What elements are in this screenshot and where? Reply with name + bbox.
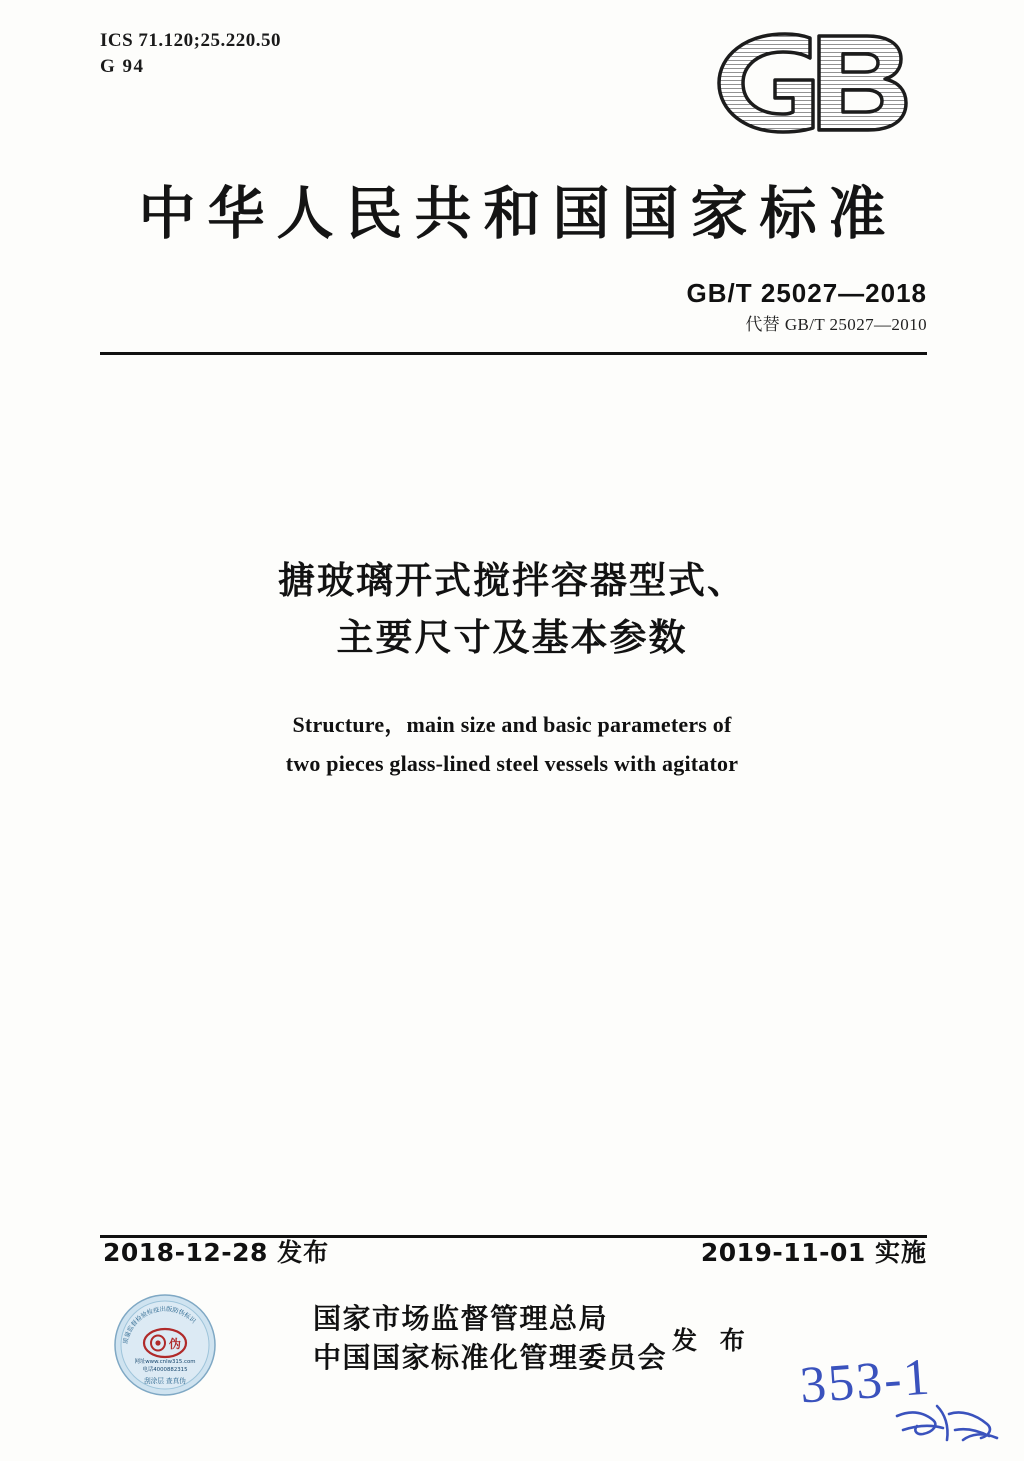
svg-text:伪: 伪 bbox=[169, 1337, 182, 1351]
publisher-line-2: 中国国家标准化管理委员会 bbox=[313, 1340, 668, 1374]
document-title-line-2: 主要尺寸及基本参数 bbox=[336, 616, 688, 660]
anti-counterfeit-seal-icon bbox=[113, 1293, 217, 1397]
ics-line-2: G 94 bbox=[100, 55, 145, 77]
svg-text:电话4000882315: 电话4000882315 bbox=[142, 1367, 188, 1373]
publisher-block bbox=[313, 1300, 667, 1377]
svg-text:质量监督检验检疫出版防伪标识: 质量监督检验检疫出版防伪标识 bbox=[122, 1305, 197, 1345]
national-standard-title: 中华人民共和国国家标准 bbox=[138, 181, 898, 247]
ics-classification-block bbox=[100, 28, 281, 79]
effective-date: 2019-11-01 bbox=[700, 1238, 866, 1267]
ics-line-1: ICS 71.120;25.220.50 bbox=[100, 30, 282, 51]
handwritten-number-annotation: 353-1 bbox=[798, 1348, 934, 1415]
publisher-line-1: 国家市场监督管理总局 bbox=[313, 1302, 609, 1335]
svg-text:刮涂层 查真伪: 刮涂层 查真伪 bbox=[144, 1377, 186, 1385]
issue-date-label: 发布 bbox=[277, 1238, 330, 1267]
document-title-en-line-2: two pieces glass-lined steel vessels with agitator bbox=[285, 750, 739, 776]
document-title-line-1: 搪玻璃开式搅拌容器型式、 bbox=[278, 559, 746, 602]
publish-word: 发 布 bbox=[672, 1326, 752, 1355]
gb-logo-icon bbox=[707, 28, 921, 138]
handwritten-signature-annotation bbox=[893, 1400, 1003, 1452]
document-title-en-line-1: Structure，main size and basic parameters of bbox=[292, 712, 732, 737]
effective-date-block bbox=[701, 1233, 927, 1269]
effective-date-label: 实施 bbox=[874, 1238, 927, 1267]
document-title bbox=[0, 552, 1024, 667]
issue-date: 2018-12-28 bbox=[103, 1238, 268, 1267]
standard-replaces-note: 代替 GB/T 25027—2010 bbox=[745, 315, 927, 334]
svg-text:网址www.cnlw315.com: 网址www.cnlw315.com bbox=[134, 1359, 196, 1365]
divider-top bbox=[100, 352, 927, 355]
standard-number: GB/T 25027—2018 bbox=[686, 278, 927, 308]
document-title-english bbox=[0, 706, 1024, 783]
issue-date-block bbox=[103, 1233, 329, 1269]
